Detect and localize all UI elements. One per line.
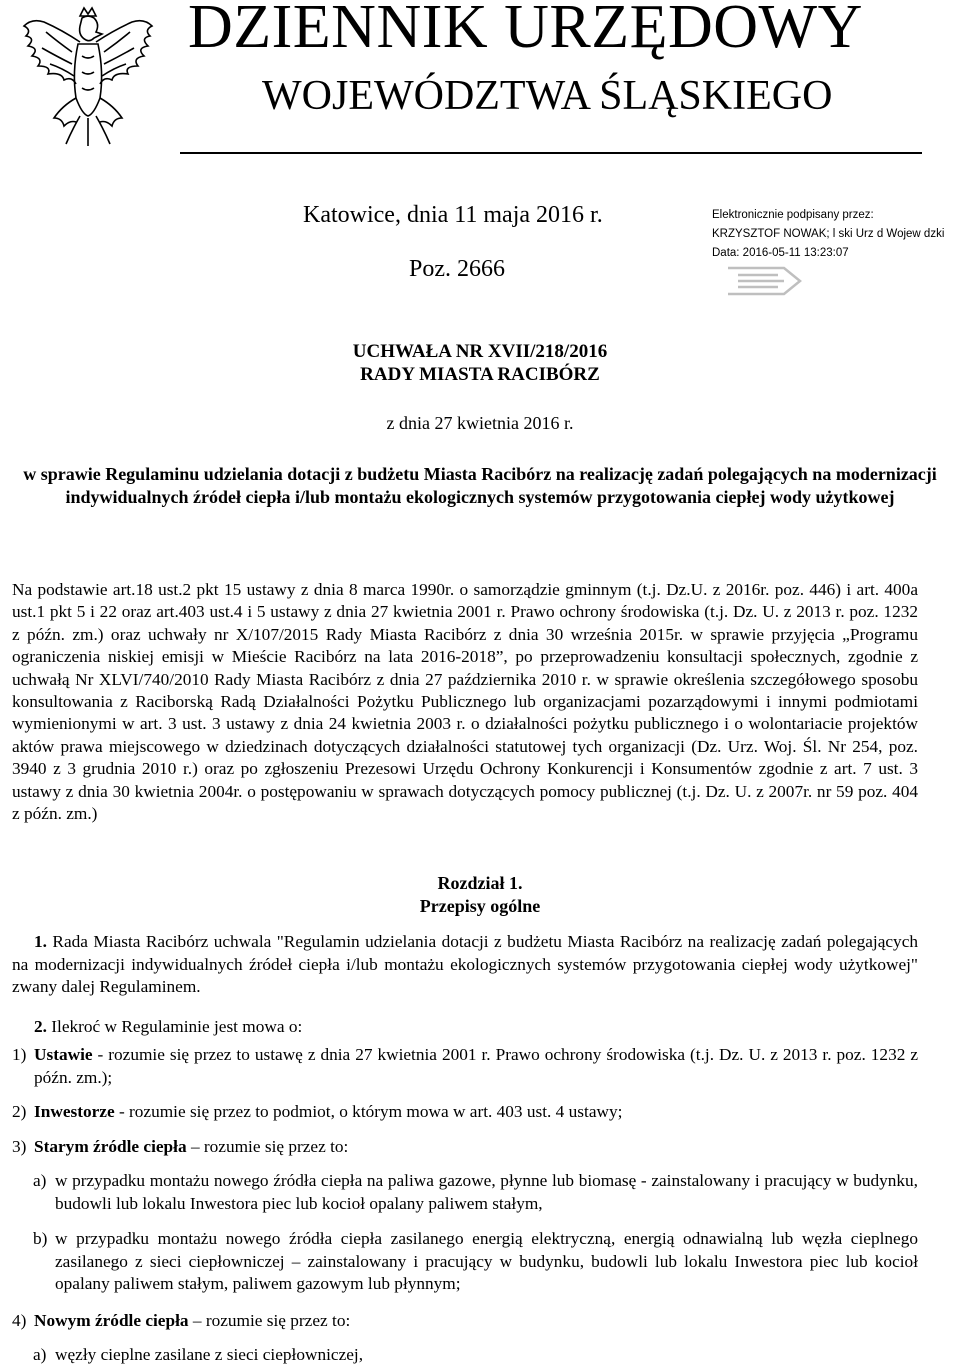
sub-item — [33, 1170, 918, 1215]
sub-item-text: w przypadku montażu nowego źródła ciepła na paliwa gazowe, płynne lub biomasę - zainstalowany i pracujący w budynku, budowli lub lokalu Inwestora piec lub kocioł opalany paliwem stałym, — [55, 1171, 918, 1213]
preamble-text: Na podstawie art.18 ust.2 pkt 15 ustawy z dnia 8 marca 1990r. o samorządzie gminnym (t.j. Dz.U. z 2016r. poz. 446) i art. 400a ust.1 pkt 5 i 22 oraz art.403 ust.4 i 5 ustawy z dnia 27 kwietnia 2001 r. Prawo ochrony środowiska (t.j. Dz. U. z 2013 r. poz. 1232 z późn. zm.) oraz uchwały nr X/107/2015 Rady Miasta Racibórz z dnia 30 września 2015r. w sprawie przyjęcia „Programu ograniczenia niskiej emisji w Mieście Racibórz na lata 2016-2018”, po przeprowadzeniu konsultacji społecznych, zgodnie z uchwałą Nr XLVI/740/2010 Rady Miasta Racibórz z dnia 27 października 2010 r. w sprawie określenia szczegółowego sposobu konsultowania z Raciborską Radą Działalności Pożytku Publicznego lub organizacjami pozarządowymi i innymi podmiotami wymienionymi w art. 3 ust. 3 ustawy z dnia 24 kwietnia 2003 r. o działalności pożytku publicznego i o wolontariacie projektów aktów prawa miejscowego w dziedzinach dotyczących działalności statutowej tych organizacji (Dz. Urz. Woj. Śl. Nr 254, poz. 3940 z 3 grudnia 2010 r.) oraz po zgłoszeniu Prezesowi Urzędu Ochrony Konkurencji i Konsumentów zgodnie z art. 7 ust. 3 ustawy z dnia 30 kwietnia 2004r. o postępowaniu w sprawach dotyczących pomocy publicznej (t.j. Dz. U. z 2007r. nr 59 poz. 404 z późn. zm.) — [12, 580, 918, 824]
sub-item-number: a) — [33, 1171, 47, 1190]
definition-item — [12, 1044, 918, 1089]
journal-subtitle: WOJEWÓDZTWA ŚLĄSKIEGO — [262, 73, 833, 119]
definition-item — [12, 1136, 918, 1159]
definition-text: – rozumie się przez to: — [188, 1311, 351, 1330]
definition-item — [12, 1310, 918, 1333]
definition-number: 2) — [12, 1102, 27, 1121]
sub-item-text: w przypadku montażu nowego źródła ciepła zasilanego energią elektryczną, energią odnawialną lub węzła cieplnego zasilanego z sieci ciepłowniczej – zainstalowany i pracujący w budynku, budowli lub lokalu Inwestora piec lub kocioł opalany paliwem stałym, paliwem gazowym lub płynnym; — [55, 1229, 918, 1294]
definition-item — [12, 1101, 918, 1124]
signature-stamp-icon — [722, 264, 804, 298]
chapter-subtitle: Przepisy ogólne — [419, 896, 541, 916]
definition-term: Ustawie — [34, 1045, 93, 1064]
resolution-subject: w sprawie Regulaminu udzielania dotacji z budżetu Miasta Racibórz na realizację zadań polegających na modernizacji indywidualnych źródeł ciepła i/lub montażu ekologicznych systemów przygotowania ciepłej wody użytkowej — [23, 464, 937, 507]
sub-item — [33, 1228, 918, 1296]
definition-term: Nowym źródle ciepła — [34, 1311, 189, 1330]
signature-signer: KRZYSZTOF NOWAK; l ski Urz d Wojew dzki — [712, 228, 945, 240]
paragraph-1 — [12, 931, 918, 999]
resolution-council: RADY MIASTA RACIBÓRZ — [360, 364, 600, 385]
paragraph-2-text: Ilekroć w Regulaminie jest mowa o: — [46, 1017, 303, 1036]
signature-label: Elektronicznie podpisany przez: — [712, 209, 874, 221]
paragraph-1-number: 1. — [34, 932, 47, 951]
definition-term: Starym źródle ciepła — [34, 1137, 187, 1156]
definition-term: Inwestorze — [34, 1102, 115, 1121]
definition-number: 4) — [12, 1311, 27, 1330]
definition-text: – rozumie się przez to: — [186, 1137, 349, 1156]
sub-item-text: węzły cieplne zasilane z sieci ciepłowniczej, — [55, 1345, 364, 1364]
position-number: Poz. 2666 — [409, 256, 505, 282]
issue-date: Katowice, dnia 11 maja 2016 r. — [303, 202, 603, 228]
preamble — [12, 579, 918, 825]
sub-item-number: b) — [33, 1229, 48, 1248]
coat-of-arms-eagle-icon — [2, 2, 174, 150]
definition-number: 3) — [12, 1137, 27, 1156]
sub-item-number: a) — [33, 1345, 47, 1364]
definition-text: - rozumie się przez to podmiot, o którym mowa w art. 403 ust. 4 ustawy; — [114, 1102, 623, 1121]
definition-number: 1) — [12, 1045, 27, 1064]
paragraph-1-text: Rada Miasta Racibórz uchwala "Regulamin udzielania dotacji z budżetu Miasta Racibórz na realizację zadań polegających na modernizacji indywidualnych źródeł ciepła i/lub montażu ekologicznych systemów przygotowania ciepłej wody użytkowej" zwany dalej Regulaminem. — [12, 932, 918, 997]
journal-title: DZIENNIK URZĘDOWY — [188, 0, 863, 61]
paragraph-2 — [34, 1016, 302, 1038]
chapter-title: Rozdział 1. — [437, 873, 523, 893]
resolution-title: UCHWAŁA NR XVII/218/2016 — [352, 341, 608, 362]
sub-item — [33, 1344, 918, 1367]
paragraph-2-number: 2. — [34, 1017, 47, 1036]
definition-text: - rozumie się przez to ustawę z dnia 27 kwietnia 2001 r. Prawo ochrony środowiska (t.j. Dz. U. z 2013 r. poz. 1232 z późn. zm.); — [34, 1045, 918, 1087]
resolution-date: z dnia 27 kwietnia 2016 r. — [386, 413, 574, 433]
header-divider — [180, 152, 922, 154]
electronic-signature — [712, 206, 960, 263]
signature-date: Data: 2016-05-11 13:23:07 — [712, 247, 849, 259]
